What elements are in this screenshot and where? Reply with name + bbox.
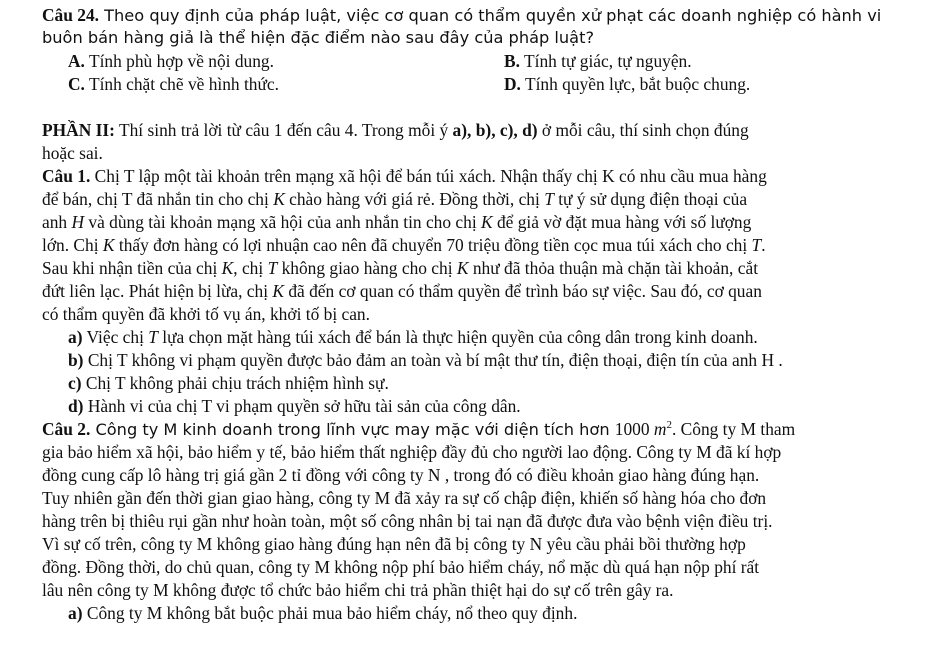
q24-option-b: B. Tính tự giác, tự nguyện. <box>504 51 692 71</box>
c1-statement-a: a) Việc chị T lựa chọn mặt hàng túi xách để bán là thực hiện quyền của công dân trong kinh doanh. <box>68 327 758 347</box>
q24-label: Câu 24. <box>42 5 100 25</box>
c1-statement-c: c) Chị T không phải chịu trách nhiệm hình sự. <box>68 373 389 393</box>
c1-line-5: Sau khi nhận tiền của chị K, chị T không giao hàng cho chị K như đã thỏa thuận mà chặn tài khoản, cắt <box>42 258 759 278</box>
c1-line-7: có thẩm quyền đã khởi tố vụ án, khởi tố bị can. <box>42 304 370 324</box>
part2-instructions-line-2: hoặc sai. <box>42 143 103 163</box>
c1-statement-d: d) Hành vi của chị T vi phạm quyền sở hữu tài sản của công dân. <box>68 396 521 416</box>
q24-options-row-2 <box>68 73 908 95</box>
c1-statement-b: b) Chị T không vi phạm quyền được bảo đảm an toàn và bí mật thư tín, điện thoại, điện tín của anh H . <box>68 350 783 370</box>
part2-label: PHẦN II: <box>42 120 115 140</box>
c2-line-8: lâu nên công ty M không được tổ chức bảo hiểm chi trả phần thiệt hại do sự cố trên gây ra. <box>42 580 674 600</box>
c2-label: Câu 2. <box>42 419 91 439</box>
c2-line-4: Tuy nhiên gần đến thời gian giao hàng, công ty M đã xảy ra sự cố chập điện, khiến số hàng hóa cho đơn <box>42 488 767 508</box>
q24-option-a: A. Tính phù hợp về nội dung. <box>68 51 274 71</box>
q24-options-row-1 <box>68 50 908 72</box>
c2-line-3: đồng cung cấp lô hàng trị giá gần 2 tỉ đồng với công ty N , trong đó có điều khoản giao hàng đúng hạn. <box>42 465 760 485</box>
c2-line-6: Vì sự cố trên, công ty M không giao hàng đúng hạn nên đã bị công ty N yêu cầu phải bồi thường hợp <box>42 534 746 554</box>
c1-line-1: Câu 1. Chị T lập một tài khoản trên mạng xã hội để bán túi xách. Nhận thấy chị K có nhu cầu mua hàng <box>42 166 767 186</box>
q24-stem-line-2: buôn bán hàng giả là thể hiện đặc điểm nào sau đây của pháp luật? <box>42 28 595 47</box>
c1-line-4: lớn. Chị K thấy đơn hàng có lợi nhuận cao nên đã chuyển 70 triệu đồng tiền cọc mua túi xách cho chị T. <box>42 235 766 255</box>
c1-line-3: anh H và dùng tài khoản mạng xã hội của anh nhắn tin cho chị K để giả vờ đặt mua hàng với số lượng <box>42 212 752 232</box>
c2-statement-a: a) Công ty M không bắt buộc phải mua bảo hiểm cháy, nổ theo quy định. <box>68 603 578 623</box>
q24-option-d: D. Tính quyền lực, bắt buộc chung. <box>504 74 751 94</box>
c2-line-7: đồng. Đồng thời, do chủ quan, công ty M không nộp phí bảo hiểm cháy, nổ mặc dù quá hạn nộp phí rất <box>42 557 760 577</box>
q24-stem-line-1: Câu 24. Theo quy định của pháp luật, việc cơ quan có thẩm quyền xử phạt các doanh nghiệp có hành vi <box>42 5 882 25</box>
c2-line-5: hàng trên bị thiêu rụi gần như hoàn toàn, một số công nhân bị tai nạn đã được đưa vào bệnh viện điều trị. <box>42 511 773 531</box>
c2-line-2: gia bảo hiểm xã hội, bảo hiểm y tế, bảo hiểm thất nghiệp đầy đủ cho người lao động. Công ty M đã kí hợp <box>42 442 782 462</box>
c1-line-6: đứt liên lạc. Phát hiện bị lừa, chị K đã đến cơ quan có thẩm quyền để trình báo sự việc. Sau đó, cơ quan <box>42 281 762 301</box>
part2-instructions-line-1: PHẦN II: Thí sinh trả lời từ câu 1 đến câu 4. Trong mỗi ý a), b), c), d) ở mỗi câu, thí sinh chọn đúng <box>42 120 749 140</box>
c1-line-2: để bán, chị T đã nhắn tin cho chị K chào hàng với giá rẻ. Đồng thời, chị T tự ý sử dụng điện thoại của <box>42 189 748 209</box>
c1-label: Câu 1. <box>42 166 91 186</box>
q24-option-c: C. Tính chặt chẽ về hình thức. <box>68 74 279 94</box>
c2-line-1: Câu 2. Công ty M kinh doanh trong lĩnh vực may mặc với diện tích hơn 1000 $m^2$. Công ty M tham <box>42 419 796 439</box>
